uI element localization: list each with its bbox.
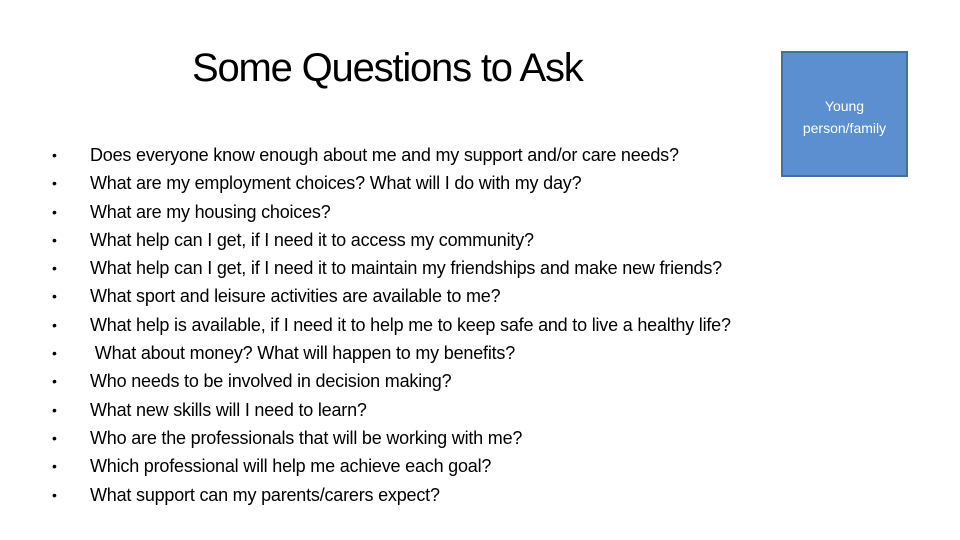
bullet-icon: • xyxy=(52,260,57,277)
question-text: What help can I get, if I need it to maintain my friendships and make new friends? xyxy=(90,258,722,279)
bullet-icon: • xyxy=(52,429,57,446)
bullet-icon: • xyxy=(52,231,57,248)
bullet-icon: • xyxy=(52,458,57,475)
question-text: What new skills will I need to learn? xyxy=(90,399,367,420)
question-text: Who are the professionals that will be working with me? xyxy=(90,427,523,448)
young-person-family-box xyxy=(781,51,908,177)
bullet-icon: • xyxy=(52,345,57,362)
question-text: Who needs to be involved in decision making? xyxy=(90,371,452,392)
young-person-family-label: Young person/family xyxy=(802,98,887,136)
bullet-icon: • xyxy=(52,486,57,503)
bullet-icon: • xyxy=(52,175,57,192)
question-text: What about money? What will happen to my benefits? xyxy=(90,343,516,364)
bullet-icon: • xyxy=(52,288,57,305)
question-text: What help is available, if I need it to help me to keep safe and to live a healthy life? xyxy=(90,314,731,335)
question-text: What help can I get, if I need it to access my community? xyxy=(90,229,534,250)
question-text: What are my employment choices? What will I do with my day? xyxy=(90,173,582,194)
bullet-icon: • xyxy=(52,316,57,333)
bullet-icon: • xyxy=(52,373,57,390)
bullet-icon: • xyxy=(52,203,57,220)
bullet-icon: • xyxy=(52,147,57,163)
bullet-icon: • xyxy=(52,401,57,418)
question-text: What sport and leisure activities are available to me? xyxy=(90,286,501,307)
question-text: What are my housing choices? xyxy=(90,201,331,222)
question-text: What support can my parents/carers expect? xyxy=(90,484,440,505)
question-text: Which professional will help me achieve each goal? xyxy=(90,456,492,477)
question-text: Does everyone know enough about me and my support and/or care needs? xyxy=(90,145,679,165)
slide-title: Some Questions to Ask xyxy=(192,46,583,90)
